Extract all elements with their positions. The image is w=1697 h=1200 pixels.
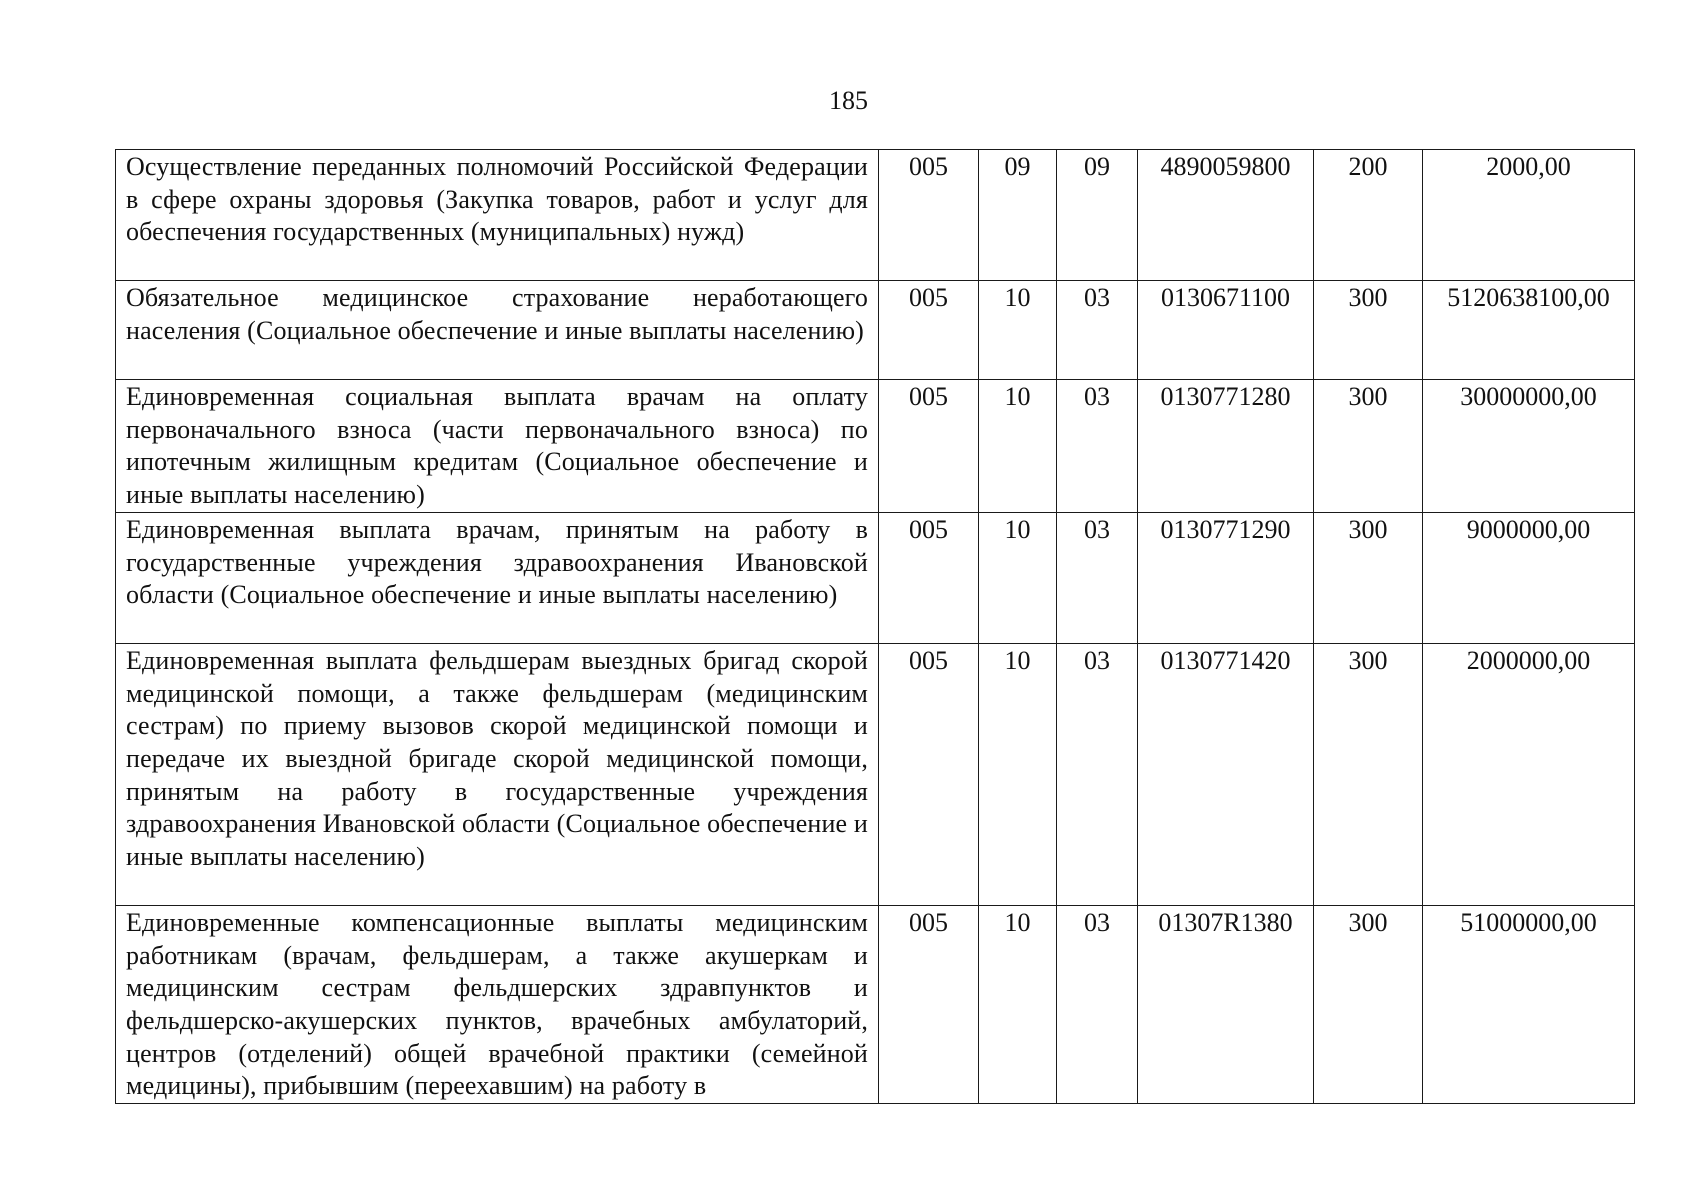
section-code: 10 <box>979 380 1057 513</box>
target-article-code: 0130771280 <box>1138 380 1314 513</box>
ministry-code: 005 <box>879 905 979 1103</box>
row-description: Единовременная выплата врачам, принятым на работу в государственные учреждения здравоохранения Ивановской области (Социальное обеспечение и иные выплаты населению) <box>116 512 879 643</box>
ministry-code: 005 <box>879 281 979 380</box>
row-description: Единовременная выплата фельдшерам выездных бригад скорой медицинской помощи, а также фельдшерам (медицинским сестрам) по приему вызовов скорой медицинской помощи и передаче их выездной бригаде скорой медицинской помощи, принятым на работу в государственные учреждения здравоохранения Ивановской области (Социальное обеспечение и иные выплаты населению) <box>116 643 879 905</box>
amount: 2000000,00 <box>1423 643 1635 905</box>
amount: 30000000,00 <box>1423 380 1635 513</box>
subsection-code: 03 <box>1057 512 1138 643</box>
section-code: 09 <box>979 150 1057 281</box>
table-row <box>116 150 1635 281</box>
section-code: 10 <box>979 281 1057 380</box>
expense-type-code: 300 <box>1314 512 1423 643</box>
amount: 9000000,00 <box>1423 512 1635 643</box>
amount: 5120638100,00 <box>1423 281 1635 380</box>
subsection-code: 03 <box>1057 380 1138 513</box>
expense-type-code: 300 <box>1314 905 1423 1103</box>
amount: 2000,00 <box>1423 150 1635 281</box>
row-description: Единовременная социальная выплата врачам на оплату первоначального взноса (части первоначального взноса) по ипотечным жилищным кредитам (Социальное обеспечение и иные выплаты населению) <box>116 380 879 513</box>
table-row <box>116 643 1635 905</box>
budget-table <box>115 149 1635 1104</box>
target-article-code: 0130671100 <box>1138 281 1314 380</box>
ministry-code: 005 <box>879 643 979 905</box>
expense-type-code: 300 <box>1314 380 1423 513</box>
section-code: 10 <box>979 643 1057 905</box>
table-row <box>116 380 1635 513</box>
ministry-code: 005 <box>879 380 979 513</box>
subsection-code: 03 <box>1057 281 1138 380</box>
expense-type-code: 300 <box>1314 281 1423 380</box>
subsection-code: 09 <box>1057 150 1138 281</box>
table-row <box>116 905 1635 1103</box>
row-description: Осуществление переданных полномочий Российской Федерации в сфере охраны здоровья (Закупка товаров, работ и услуг для обеспечения государственных (муниципальных) нужд) <box>116 150 879 281</box>
table-row <box>116 512 1635 643</box>
subsection-code: 03 <box>1057 905 1138 1103</box>
row-description: Обязательное медицинское страхование неработающего населения (Социальное обеспечение и иные выплаты населению) <box>116 281 879 380</box>
target-article-code: 01307R1380 <box>1138 905 1314 1103</box>
amount: 51000000,00 <box>1423 905 1635 1103</box>
section-code: 10 <box>979 905 1057 1103</box>
expense-type-code: 300 <box>1314 643 1423 905</box>
page-number: 185 <box>829 86 868 115</box>
expense-type-code: 200 <box>1314 150 1423 281</box>
target-article-code: 0130771420 <box>1138 643 1314 905</box>
section-code: 10 <box>979 512 1057 643</box>
target-article-code: 0130771290 <box>1138 512 1314 643</box>
subsection-code: 03 <box>1057 643 1138 905</box>
ministry-code: 005 <box>879 512 979 643</box>
ministry-code: 005 <box>879 150 979 281</box>
row-description: Единовременные компенсационные выплаты медицинским работникам (врачам, фельдшерам, а также акушеркам и медицинским сестрам фельдшерских здравпунктов и фельдшерско-акушерских пунктов, врачебных амбулаторий, центров (отделений) общей врачебной практики (семейной медицины), прибывшим (переехавшим) на работу в <box>116 905 879 1103</box>
target-article-code: 4890059800 <box>1138 150 1314 281</box>
table-row <box>116 281 1635 380</box>
